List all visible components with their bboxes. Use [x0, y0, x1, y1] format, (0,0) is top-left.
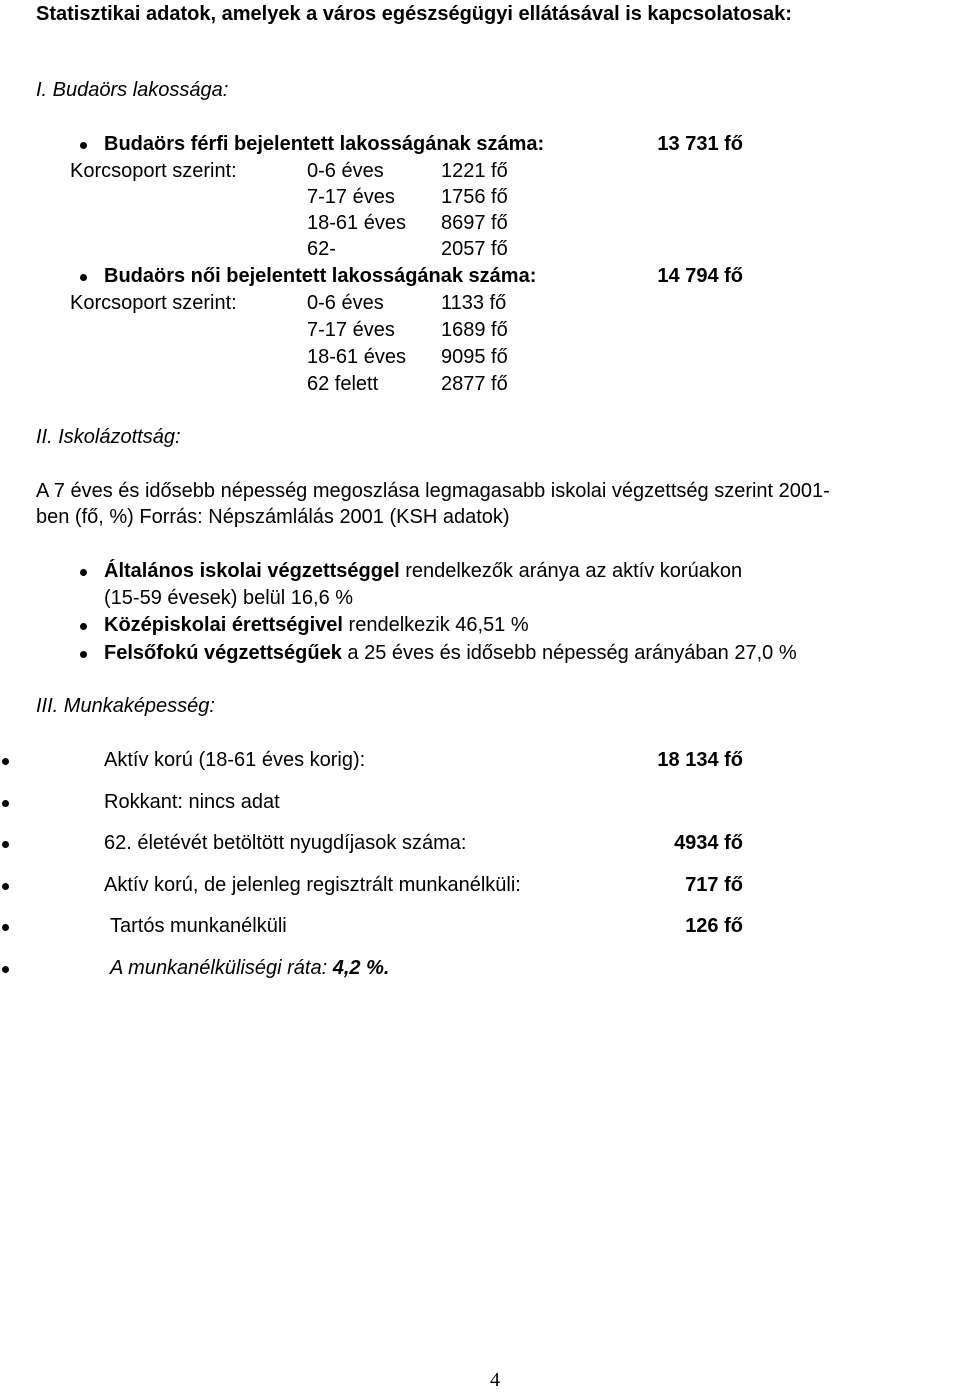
education-item: Középiskolai érettségivel rendelkezik 46,51 % [104, 614, 529, 636]
education-item: Felsőfokú végzettségűek a 25 éves és idősebb népesség arányában 27,0 % [104, 642, 797, 664]
age-count: 1756 fő [441, 186, 508, 208]
work-item-value: 717 fő [685, 874, 743, 896]
bullet-icon [2, 883, 9, 890]
bullet-icon [2, 841, 9, 848]
age-group-label: Korcsoport szerint: [70, 292, 237, 314]
age-range: 18-61 éves [307, 212, 406, 234]
section-title-education: II. Iskolázottság: [36, 426, 181, 448]
work-item-value: 126 fő [685, 915, 743, 937]
education-item-continuation: (15-59 évesek) belül 16,6 % [104, 587, 354, 609]
bullet-icon [80, 569, 87, 576]
age-count: 9095 fő [441, 346, 508, 368]
work-item-value: 18 134 fő [657, 749, 743, 771]
age-count: 1689 fő [441, 319, 508, 341]
work-item-label: Tartós munkanélküli [110, 915, 287, 937]
bullet-icon [80, 623, 87, 630]
female-population-label: Budaörs női bejelentett lakosságának száma: [104, 265, 537, 287]
work-item-value: 4934 fő [674, 832, 743, 854]
age-count: 8697 fő [441, 212, 508, 234]
work-item-label: Aktív korú (18-61 éves korig): [104, 749, 366, 771]
male-population-total: 13 731 fő [657, 133, 743, 155]
age-count: 1221 fő [441, 160, 508, 182]
bullet-icon [80, 274, 87, 281]
age-range: 62 felett [307, 373, 379, 395]
male-population-label: Budaörs férfi bejelentett lakosságának száma: [104, 133, 545, 155]
work-item-label: Rokkant: nincs adat [104, 791, 280, 813]
section-title-population: I. Budaörs lakossága: [36, 79, 229, 101]
age-range: 0-6 éves [307, 292, 384, 314]
education-paragraph-line: ben (fő, %) Forrás: Népszámlálás 2001 (KSH adatok) [36, 506, 510, 528]
work-item-label: 62. életévét betöltött nyugdíjasok száma: [104, 832, 467, 854]
bullet-icon [80, 142, 87, 149]
age-range: 0-6 éves [307, 160, 384, 182]
age-range: 62- [307, 238, 336, 260]
bullet-icon [2, 800, 9, 807]
page-number: 4 [490, 1369, 500, 1391]
section-title-work-capacity: III. Munkaképesség: [36, 695, 215, 717]
age-range: 7-17 éves [307, 319, 395, 341]
work-item-label: Aktív korú, de jelenleg regisztrált munkanélküli: [104, 874, 521, 896]
bullet-icon [2, 758, 9, 765]
bullet-icon [80, 651, 87, 658]
age-range: 7-17 éves [307, 186, 395, 208]
unemployment-rate: A munkanélküliségi ráta: 4,2 %. [110, 957, 390, 979]
age-count: 2057 fő [441, 238, 508, 260]
page-heading: Statisztikai adatok, amelyek a város egészségügyi ellátásával is kapcsolatosak: [36, 3, 792, 25]
age-count: 1133 fő [441, 292, 507, 314]
education-item: Általános iskolai végzettséggel rendelkezők aránya az aktív korúakon [104, 560, 743, 582]
age-group-label: Korcsoport szerint: [70, 160, 237, 182]
education-paragraph-line: A 7 éves és idősebb népesség megoszlása legmagasabb iskolai végzettség szerint 2001- [36, 480, 830, 502]
female-population-total: 14 794 fő [657, 265, 743, 287]
age-count: 2877 fő [441, 373, 508, 395]
age-range: 18-61 éves [307, 346, 406, 368]
bullet-icon [2, 966, 9, 973]
bullet-icon [2, 924, 9, 931]
